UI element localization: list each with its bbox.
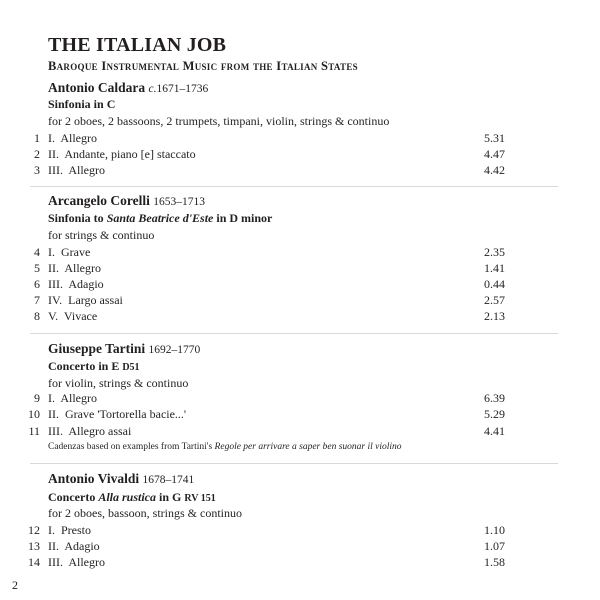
work-title [48, 359, 140, 374]
track-row [0, 277, 600, 293]
movement-title [48, 293, 123, 308]
movement-title [48, 424, 131, 439]
track-duration: 5.29 [484, 407, 505, 421]
track-row [0, 147, 600, 163]
composer-dates: 1653–1713 [153, 196, 205, 208]
composer-name: Antonio Caldara [48, 80, 146, 95]
section-divider [30, 333, 558, 334]
work-title-main: Concerto in E [48, 359, 120, 373]
movement-number: II. [48, 261, 59, 275]
track-row [0, 539, 600, 555]
movement-title [48, 131, 97, 146]
catalogue-number: D51 [122, 362, 140, 373]
movement-number: II. [48, 147, 59, 161]
work-title-italic: Alla rustica [98, 490, 157, 504]
track-duration: 2.13 [484, 309, 505, 323]
track-duration: 0.44 [484, 277, 505, 291]
track-duration: 4.47 [484, 147, 505, 161]
track-row [0, 424, 600, 440]
section-divider [30, 463, 558, 464]
work-title [48, 211, 272, 226]
track-number: 14 [28, 555, 40, 569]
track-duration: 1.10 [484, 523, 505, 537]
track-row [0, 309, 600, 325]
catalogue-number: RV 151 [184, 493, 216, 504]
movement-title [48, 555, 105, 570]
movement-title [48, 163, 105, 178]
movement-title [48, 539, 100, 554]
track-row [0, 293, 600, 309]
movement-number: III. [48, 163, 63, 177]
track-row [0, 407, 600, 423]
movement-number: I. [48, 523, 55, 537]
composer-heading [48, 80, 208, 96]
movement-name: Allegro [60, 131, 97, 145]
composer-name: Giuseppe Tartini [48, 341, 146, 356]
movement-name: Adagio [68, 277, 104, 291]
track-number: 6 [34, 277, 40, 291]
track-row [0, 163, 600, 179]
cadenza-note [48, 442, 402, 452]
track-number: 8 [34, 309, 40, 323]
work-scoring: for strings & continuo [48, 228, 155, 242]
track-row [0, 523, 600, 539]
track-duration: 1.07 [484, 539, 505, 553]
movement-number: I. [48, 131, 55, 145]
work-title-prefix: Concerto [48, 490, 96, 504]
track-duration: 5.31 [484, 131, 505, 145]
movement-name: Allegro [60, 391, 97, 405]
movement-name: Grave [61, 245, 91, 259]
movement-title [48, 277, 104, 292]
composer-dates [149, 83, 209, 95]
movement-name: Grave 'Tortorella bacie...' [65, 407, 187, 421]
work-scoring: for violin, strings & continuo [48, 376, 189, 390]
album-subtitle: Baroque Instrumental Music from the Italian States [48, 59, 358, 73]
movement-title [48, 523, 91, 538]
composer-name: Arcangelo Corelli [48, 193, 150, 208]
album-title: THE ITALIAN JOB [48, 34, 227, 56]
work-title-italic: Santa Beatrice d'Este [106, 211, 214, 225]
movement-number: III. [48, 277, 63, 291]
page-number: 2 [12, 578, 18, 592]
track-number: 4 [34, 245, 40, 259]
movement-number: IV. [48, 293, 63, 307]
movement-name: Adagio [64, 539, 100, 553]
work-title-suffix: in D minor [216, 211, 273, 225]
work-title-suffix: in G [159, 490, 182, 504]
track-number: 10 [28, 407, 40, 421]
movement-title [48, 391, 97, 406]
composer-name: Antonio Vivaldi [48, 471, 140, 486]
work-title: Sinfonia in C [48, 97, 116, 111]
movement-number: III. [48, 555, 63, 569]
track-duration: 2.35 [484, 245, 505, 259]
track-number: 3 [34, 163, 40, 177]
track-number: 1 [34, 131, 40, 145]
circa-mark: c. [148, 83, 157, 95]
work-scoring: for 2 oboes, 2 bassoons, 2 trumpets, timpani, violin, strings & continuo [48, 114, 390, 128]
movement-title [48, 147, 196, 162]
track-number: 5 [34, 261, 40, 275]
movement-number: I. [48, 245, 55, 259]
track-number: 13 [28, 539, 40, 553]
movement-number: V. [48, 309, 59, 323]
track-number: 2 [34, 147, 40, 161]
composer-dates: 1692–1770 [148, 344, 201, 356]
composer-heading [48, 341, 200, 357]
track-number: 7 [34, 293, 40, 307]
movement-number: II. [48, 539, 59, 553]
movement-title [48, 261, 101, 276]
track-duration: 1.41 [484, 261, 505, 275]
movement-name: Allegro [68, 555, 105, 569]
track-duration: 1.58 [484, 555, 505, 569]
movement-number: III. [48, 424, 63, 438]
movement-number: I. [48, 391, 55, 405]
work-title [48, 490, 216, 505]
movement-name: Allegro assai [68, 424, 132, 438]
composer-dates: 1678–1741 [142, 474, 195, 486]
track-duration: 4.42 [484, 163, 505, 177]
track-number: 11 [28, 424, 40, 438]
track-row [0, 261, 600, 277]
movement-name: Largo assai [68, 293, 123, 307]
track-number: 12 [28, 523, 40, 537]
movement-title [48, 407, 186, 422]
dates-range: 1671–1736 [156, 83, 209, 95]
movement-title [48, 309, 97, 324]
composer-heading [48, 471, 194, 487]
movement-number: II. [48, 407, 59, 421]
track-row [0, 131, 600, 147]
track-duration: 2.57 [484, 293, 505, 307]
work-title-prefix: Sinfonia to [48, 211, 104, 225]
movement-name: Allegro [68, 163, 105, 177]
track-row [0, 245, 600, 261]
movement-title [48, 245, 90, 260]
track-number: 9 [34, 391, 40, 405]
work-scoring: for 2 oboes, bassoon, strings & continuo [48, 506, 242, 520]
track-row [0, 391, 600, 407]
note-italic: Regole per arrivare a saper ben suonar il violino [214, 442, 402, 452]
note-text: Cadenzas based on examples from Tartini's [48, 442, 213, 452]
track-row [0, 555, 600, 571]
composer-heading [48, 193, 205, 209]
section-divider [30, 186, 558, 187]
movement-name: Vivace [63, 309, 98, 323]
track-duration: 4.41 [484, 424, 505, 438]
movement-name: Andante, piano [e] staccato [64, 147, 196, 161]
movement-name: Presto [61, 523, 91, 537]
movement-name: Allegro [64, 261, 101, 275]
track-duration: 6.39 [484, 391, 505, 405]
